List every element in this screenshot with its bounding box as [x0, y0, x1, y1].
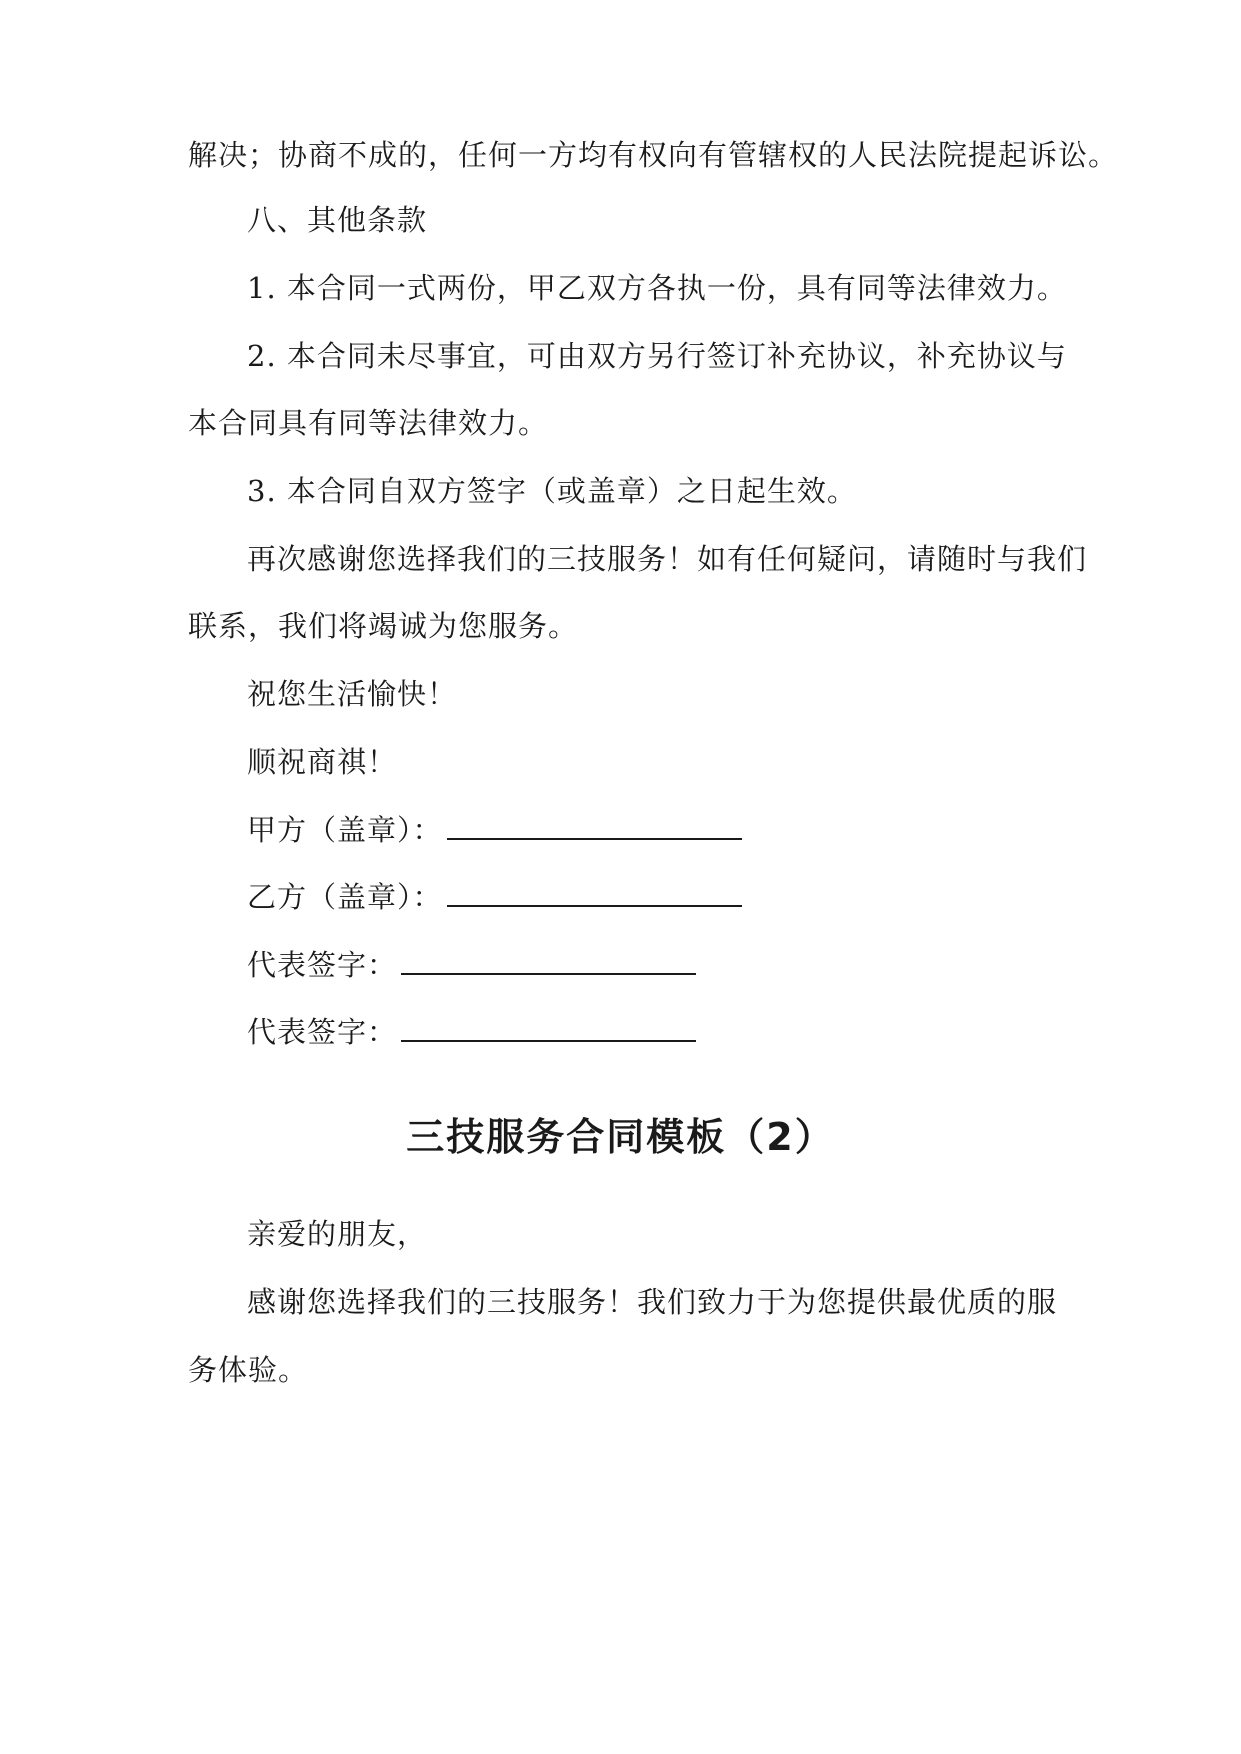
- signature-rep-2-blank[interactable]: [401, 1012, 696, 1042]
- signature-party-b-blank[interactable]: [447, 877, 742, 907]
- signature-party-b: [247, 877, 742, 917]
- clause-2-line-1: 2. 本合同未尽事宜，可由双方另行签订补充协议，补充协议与: [247, 339, 1067, 373]
- signature-party-a: [247, 810, 742, 850]
- section-heading-other-terms: 八、其他条款: [247, 203, 428, 237]
- clause-3: 3. 本合同自双方签字（或盖章）之日起生效。: [247, 474, 857, 508]
- paragraph-dispute-resolution: 解决；协商不成的，任何一方均有权向有管辖权的人民法院提起诉讼。: [188, 138, 1119, 172]
- signature-rep-2-label: 代表签字：: [247, 1015, 398, 1049]
- closing-wish: 祝您生活愉快！: [247, 677, 458, 711]
- signature-party-a-label: 甲方（盖章）：: [247, 813, 443, 847]
- signature-rep-2: [247, 1012, 696, 1052]
- section-2-intro-line-1: 感谢您选择我们的三技服务！我们致力于为您提供最优质的服: [247, 1285, 1058, 1319]
- signature-party-a-blank[interactable]: [447, 810, 742, 840]
- clause-1: 1. 本合同一式两份，甲乙双方各执一份，具有同等法律效力。: [247, 271, 1067, 305]
- signature-rep-1-label: 代表签字：: [247, 948, 398, 982]
- signature-rep-1-blank[interactable]: [401, 945, 696, 975]
- section-2-greeting: 亲爱的朋友，: [247, 1217, 428, 1251]
- clause-2-line-2: 本合同具有同等法律效力。: [188, 406, 549, 440]
- thanks-line-1: 再次感谢您选择我们的三技服务！如有任何疑问，请随时与我们: [247, 542, 1088, 576]
- thanks-line-2: 联系，我们将竭诚为您服务。: [188, 609, 579, 643]
- signature-rep-1: [247, 945, 696, 985]
- closing-regards: 顺祝商祺！: [247, 745, 398, 779]
- signature-party-b-label: 乙方（盖章）：: [247, 880, 443, 914]
- section-2-intro-line-2: 务体验。: [188, 1353, 309, 1387]
- section-2-title: 三技服务合同模板（2）: [406, 1115, 835, 1159]
